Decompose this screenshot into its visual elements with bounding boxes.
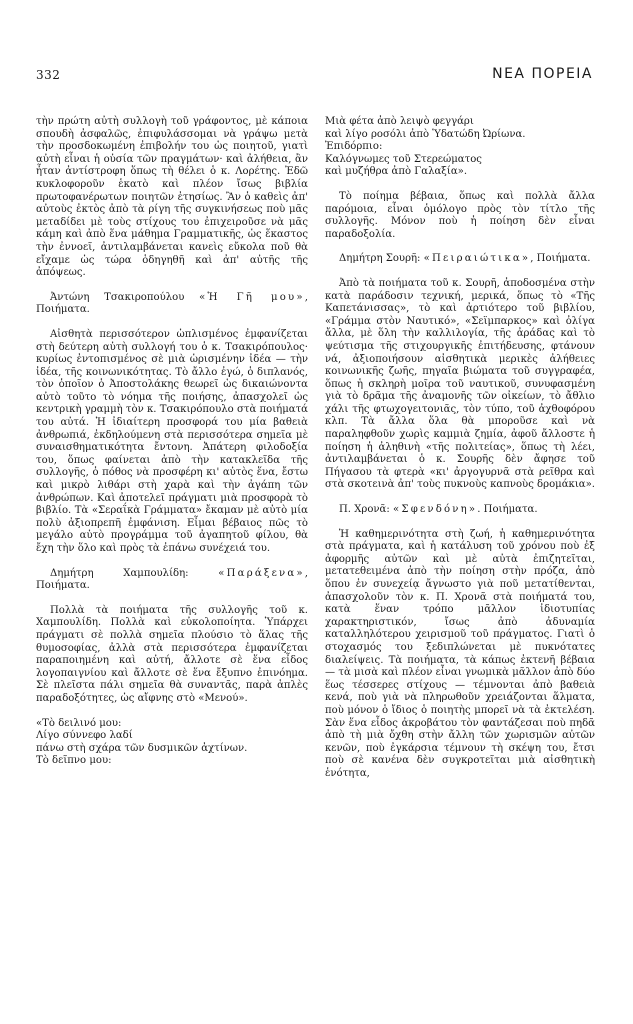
running-title: ΝΕΑ ΠΟΡΕΙΑ (492, 66, 593, 82)
review-author: Π. Χρονᾶ: (339, 504, 390, 516)
verse-line: πάνω στὴ σχάρα τῶν δυσμικῶν ἀχτίνων. (36, 742, 248, 754)
paragraph: Αἰσθητὰ περισσότερον ὡπλισμένος ἐμφανίζεται στὴ δεύτερη αὐτὴ συλλογή του ὁ κ. Τσακιρόπουλος· κυρίως ἐντοπισμένος σὲ μιὰ ὡρισμένην ἰδέα — τὴν ἰδέα, τῆς κοινωνικότητας. Τὸ ἄλλο ἐγώ, ὁ διπλανός, τὸν ὁποῖον ὁ Ἀποστολάκης θεωρεῖ ὡς δικαιώνοντα αὐτὸ τοῦτο τὸ νόημα τῆς ποιήσης, ἀπασχολεῖ ὡς κεντρικὴ γραμμὴ τὸν κ. Τσακιρόπουλο στὰ ποιήματά του αὐτά. Ἡ ἰδιαίτερη προσφορά του μία βαθειὰ ἀνθρωπιά, ἐκδηλούμενη στὰ περισσότερα σημεῖα μὲ συναισθηματικότητα ἔντονη. Ἀπάτερη φιλοδοξία του, ὅπως φαίνεται ἀπὸ τὴν κατακλεῖδα τῆς συλλογῆς, ὁ πόθος νὰ προσφέρη κι' αὐτὸς ἕνα, ἔστω καὶ μικρὸ λιθάρι στὴ χαρὰ καὶ τὴν ἀγάπη τῶν ἀνθρώπων. Καὶ ἀποτελεῖ πράγματι μιὰ προσφορὰ τὸ βιβλίο. Τὰ «Σεραΐκὰ Γράμματα» ἔκαμαν μὲ αὐτὸ μία πολὺ ἀξιοπρεπῆ ἐμφάνιση. Εἶμαι βέβαιος πῶς τὸ μεγάλο αὐτὸ προγράμμα τοῦ ἀγαπητοῦ φίλου, θὰ ἔχη τὴν ὅλο καὶ πρὸς τὰ ἐπάνω συνέχειά του. (36, 328, 308, 554)
review-genre: , Ποιήματα. (36, 291, 308, 316)
review-heading (325, 504, 595, 517)
verse-line: Μιὰ φέτα ἀπὸ λειψὸ φεγγάρι (325, 116, 474, 127)
review-heading (325, 253, 595, 266)
review-author: Δημήτρη Σουρῆ: (339, 253, 421, 265)
review-author: Δημήτρη Χαμπουλίδη: (50, 567, 189, 579)
paragraph: Ἡ καθημερινότητα στὴ ζωή, ἡ καθημερινότητα στὰ πράγματα, καὶ ἡ κατάλυση τοῦ χρόνου ποὺ ἐξ ἀφορμῆς αὐτῶν καὶ μὲ αὐτὰ ἐπιζητεῖται, μετατεθειμένα ἀπὸ τὴν ποίηση στὴν πρόζα, ἀπὸ ὅπου ἐν συνεχείᾳ ἄγνωστο γιὰ ποῦ μετατίθενται, ἀπασχολοῦν τὸν κ. Π. Χρονᾶ στὰ ποιήματά του, κατὰ ἕναν τρόπο μᾶλλον ἰδιοτυπίας χαρακτηριστικόν, ἴσως ἀπὸ ἀδυναμία καταλληλότερου χειρισμοῦ τοῦ πράγματος. Γιατὶ ὁ στοχασμός του ξεδιπλώνεται μὲ πυκνότατες διαλείψεις. Τὰ ποιήματα, τὰ κάπως ἐκτενῆ βέβαια — τὰ μισὰ καὶ πλέον εἶναι γνωμικὰ μᾶλλον ἀπὸ δύο ἕως τέσσερες στίχους — τέμνονται ἀπὸ βαθειὰ κενά, ποὺ γιὰ νὰ πληρωθοῦν χρειάζονται ἅλματα, ποὺ μόνον ὁ ἴδιος ὁ ποιητὴς μπορεῖ νὰ τὰ ἐκτελέση. Σὰν ἕνα εἶδος ἀκροβάτου τὸν φαντάζεσαι ποὺ πηδᾶ ἀπὸ τὴ μιὰ ὄχθη στὴν ἄλλη τῶν χωρισμῶν αὐτῶν κενῶν, ποὺ ἐγκάρσια τέμνουν τὴ σκέψη του, ἔτσι ποὺ σὲ κανένα δὲν συγκροτεῖται μιὰ αἰσθητικὴ ἑνότητα, (325, 528, 595, 779)
verse-line: καὶ λίγο ροσόλι ἀπὸ Ὑδατώδη Ὠρίωνα. (325, 128, 526, 140)
review-book-title: «Παράξενα» (218, 567, 305, 579)
review-book-title: «Σφενδόνη» (393, 504, 478, 516)
review-heading (36, 568, 308, 593)
left-column (36, 116, 308, 780)
review-author: Ἀντώνη Τσακιροπούλου (50, 291, 185, 303)
verse-line: Λίγο σύννεφο λαδί (36, 730, 133, 742)
paragraph: τὴν πρώτη αὐτὴ συλλογὴ τοῦ γράφοντος, μὲ κάποια σπουδὴ ἀσφαλῶς, ἐπιφυλάσσομαι νὰ γράψω μετὰ τὴν προσδοκωμένη ἐπιβολήν του ὡς ποιητοῦ, γιατὶ αὐτὴ εἶναι ἡ οὐσία τῶν πραγμάτων· καὶ ἀλήθεια, ἂν ἦταν ἀντίστροφη ὅπως τὴ θέλει ὁ κ. Λορέτης. Ἐδῶ κυκλοφοροῦν ἑκατὸ καὶ πλέον ἴσως βιβλία πρωτοφανέρωτων ποιητῶν ἐτησίως. Ἂν ὁ καθεὶς ἀπ' αὐτοὺς ἐκτὸς ἀπὸ τὰ ρίγη τῆς συγκινήσεως ποὺ μᾶς μεταδίδει μὲ τοὺς στίχους του ἐπιχειροῦσε νὰ μᾶς κάμη καὶ ἀπὸ ἕνα μάθημα Γραμματικῆς, ὡς ἕκαστος τὴν ἐννοεῖ, ἀντιλαμβάνεται κανεὶς εὔκολα ποῦ θὰ εἴχαμε ὡς τώρα ὁδηγηθῆ καὶ ἀπ' αὐτῆς τῆς ἀπόψεως. (36, 116, 308, 279)
verse-line: Καλόγνωμες τοῦ Στερεώματος (325, 153, 482, 165)
verse-line: καὶ μυζήθρα ἀπὸ Γαλαξία». (325, 166, 468, 178)
right-column (325, 116, 595, 793)
review-book-title: «Ἡ Γῆ μου» (199, 291, 305, 303)
review-genre: , Ποιήματα. (530, 253, 591, 265)
paragraph: Πολλὰ τὰ ποιήματα τῆς συλλογῆς τοῦ κ. Χαμπουλίδη. Πολλὰ καὶ εὐκολοποίητα. Ὑπάρχει πράγματι σὲ πολλὰ σημεῖα πλούσιο τὸ ἅλας τῆς θυμοσοφίας, ἀλλὰ στὰ περισσότερα ἐμφανίζεται παραποιημένη καὶ αὐτή, ἄλλοτε σὲ ἕνα εἶδος λογοπαιγνίου καὶ ἄλλοτε σὲ ἕνα ἔξυπνο ἐπινόημα. Σὲ πλεῖστα πάλι σημεῖα θὰ συναντᾶς, παρὰ ἁπλὲς παραδοξότητες, ὡς αἴφνης στὸ «Μενού». (36, 604, 308, 704)
verse-quote (36, 718, 308, 768)
page-header (36, 68, 593, 90)
paragraph: Τὸ ποίημα βέβαια, ὅπως καὶ πολλὰ ἄλλα παρόμοια, εἶναι ὁμόλογο πρὸς τὸν τίτλο τῆς συλλογῆς. Μόνον ποὺ ἡ ποίηση δὲν εἶναι παραδοξολία. (325, 190, 595, 240)
review-genre: , Ποιήματα. (36, 567, 308, 592)
verse-quote (325, 116, 595, 179)
review-genre: . Ποιήματα. (477, 504, 538, 516)
paragraph: Ἀπὸ τὰ ποιήματα τοῦ κ. Σουρῆ, ἀποδοσμένα στὴν κατὰ παράδοσιν τεχνική, μερικά, ὅπως τὸ «Τῆς Καπετάνισσας», τὸ καὶ ἀρτιότερο τοῦ βιβλίου, «Γράμμα στὸν Ναυτικό», «Σεϊμπαρκος» καὶ ὀλίγα ἄλλα, μὲ ὅλη τὴν καλλιλογία, τῆς ἀράδας καὶ τὸ ψεύτισμα τῆς στιχουργικῆς ἐπιτήδευσης, φτάνουν νά, ἀξιοποιήσουν αἰσθητικὰ μερικὲς ἀλήθειες κοινωνικῆς ζωῆς, πηγαῖα βιώματα τοῦ συγγραφέα, ὅπως ἡ σκληρὴ μοῖρα τοῦ ναυτικοῦ, συνυφασμένη γιὰ τὸ δρᾶμα τῆς ἀναμονῆς τῶν οἰκείων, τὸ ἄθλιο χάλι τῆς φτωχογειτονιᾶς, τὸν τύπο, τοῦ ἀχθοφόρου κλπ. Τὰ ἄλλα ὅλα θὰ μποροῦσε καὶ νὰ παραληφθοῦν χωρὶς καμμιὰ ζημία, ἀφοῦ ἄλλοστε ἡ ποίηση ἡ ἀληθινὴ «τῆς πολιτείας», ὅπως τὴ λέει, ἀντιλαμβάνεται ὁ κ. Σουρῆς δὲν ἄφησε τοῦ Πήγασου τὰ φτερὰ «κι' ἀργογυρνᾶ στὰ ρεῖθρα καὶ στὰ σκοτεινὰ ἀπ' τοὺς πυκνοὺς καπνοὺς δρομάκια». (325, 277, 595, 491)
verse-line: Τὸ δεῖπνο μου: (36, 755, 112, 767)
page-number: 332 (36, 68, 61, 82)
verse-line: Ἐπιδόρπιο: (325, 141, 383, 153)
review-heading (36, 292, 308, 317)
review-book-title: «Πειραιώτικα» (423, 253, 531, 265)
verse-line: «Τὸ δειλινό μου: (36, 717, 122, 729)
